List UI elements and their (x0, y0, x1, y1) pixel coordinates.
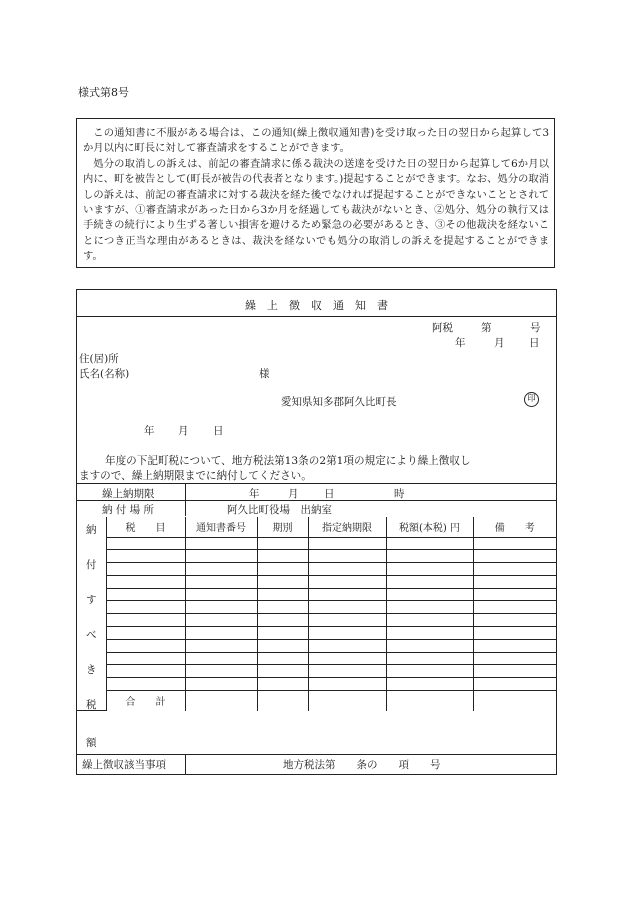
table-row (77, 575, 556, 588)
table-header-row (77, 517, 556, 537)
notice-paragraph-2: 処分の取消しの訴えは、前記の審査請求に係る裁決の送達を受けた日の翌日から起算して6か月以内に、町を被告として(町長が被告の代表者となります。)提起することができます。なお、処分の取消しの訴えは、前記の審査請求に対する裁決を経た後でなければ提起することができないこととされていますが、①審査請求があった日から3か月を経過しても裁決がないとき、②処分、処分の執行又は手続きの続行により生ずる著しい損害を避けるため緊急の必要があるとき、③その他裁決を経ないことにつき正当な理由があるときは、裁決を経ないでも処分の取消しの訴えを提起することができます。 (83, 157, 549, 263)
table-row (77, 550, 556, 563)
vertical-char: す (86, 594, 97, 606)
issuer-name: 愛知県知多郡阿久比町長 (281, 396, 397, 408)
vertical-char: 付 (86, 559, 97, 571)
deadline-month: 月 (288, 488, 299, 500)
header-tax-item: 税 目 (106, 517, 185, 537)
tax-items-table (77, 517, 556, 749)
table-row (77, 678, 556, 691)
header-designated-deadline: 指定納期限 (308, 517, 386, 537)
payment-place-label: 納 付 場 所 (102, 504, 155, 516)
applicable-label: 繰上徴収該当事項 (82, 759, 166, 771)
notice-form (76, 289, 557, 775)
divider (185, 754, 186, 774)
deadline-label: 繰上納期限 (102, 488, 155, 500)
table-row (77, 627, 556, 640)
applicable-text: 地方税法第 条の 項 号 (283, 759, 441, 771)
table-row (77, 588, 556, 601)
divider (77, 754, 556, 755)
table-row (77, 665, 556, 678)
vertical-char: 額 (86, 737, 97, 749)
payment-place-value: 阿久比町役場 出納室 (227, 504, 332, 516)
table-row (77, 652, 556, 665)
ref-dai: 第 (481, 322, 492, 334)
divider (77, 500, 556, 501)
total-label: 合 計 (106, 691, 185, 711)
body-line-2: ますので、繰上納期限までに納付してください。 (79, 470, 312, 482)
deadline-year: 年 (249, 488, 260, 500)
appeal-notice-box (76, 118, 555, 268)
name-label: 氏名(名称) (79, 368, 130, 380)
vertical-label-cell (77, 517, 106, 749)
header-notice-number: 通知書番号 (185, 517, 257, 537)
divider (77, 483, 556, 484)
body-line-1: 年度の下記町税について、地方税法第13条の2第1項の規定により繰上徴収し (105, 455, 471, 467)
body-month: 月 (178, 425, 189, 437)
table-row (77, 614, 556, 627)
vertical-char: 納 (86, 524, 97, 536)
deadline-day: 日 (324, 488, 335, 500)
ref-go: 号 (530, 322, 541, 334)
date-month: 月 (494, 337, 505, 349)
body-year: 年 (144, 425, 155, 437)
address-label: 住(居)所 (79, 353, 119, 365)
honorific: 様 (259, 368, 270, 380)
seal-icon: 印 (524, 392, 539, 407)
deadline-hour: 時 (394, 488, 405, 500)
form-number: 様式第8号 (78, 86, 129, 99)
header-tax-amount: 税額(本税) 円 (386, 517, 473, 537)
table-row (77, 563, 556, 576)
body-day: 日 (213, 425, 224, 437)
vertical-char: べ (86, 629, 97, 641)
vertical-char: 税 (86, 699, 97, 711)
header-remarks: 備 考 (473, 517, 556, 537)
document-title: 繰 上 徴 収 通 知 書 (245, 299, 388, 312)
date-day: 日 (529, 337, 540, 349)
ref-prefix: 阿税 (432, 322, 453, 334)
table-row (77, 537, 556, 550)
divider (77, 316, 556, 317)
header-period: 期別 (257, 517, 308, 537)
table-row (77, 639, 556, 652)
table-row (77, 601, 556, 614)
vertical-char: き (86, 664, 97, 676)
table-total-row (77, 691, 556, 711)
date-year: 年 (455, 337, 466, 349)
notice-paragraph-1: この通知書に不服がある場合は、この通知(繰上徴収通知書)を受け取った日の翌日から起算して3か月以内に町長に対して審査請求をすることができます。 (83, 127, 549, 155)
